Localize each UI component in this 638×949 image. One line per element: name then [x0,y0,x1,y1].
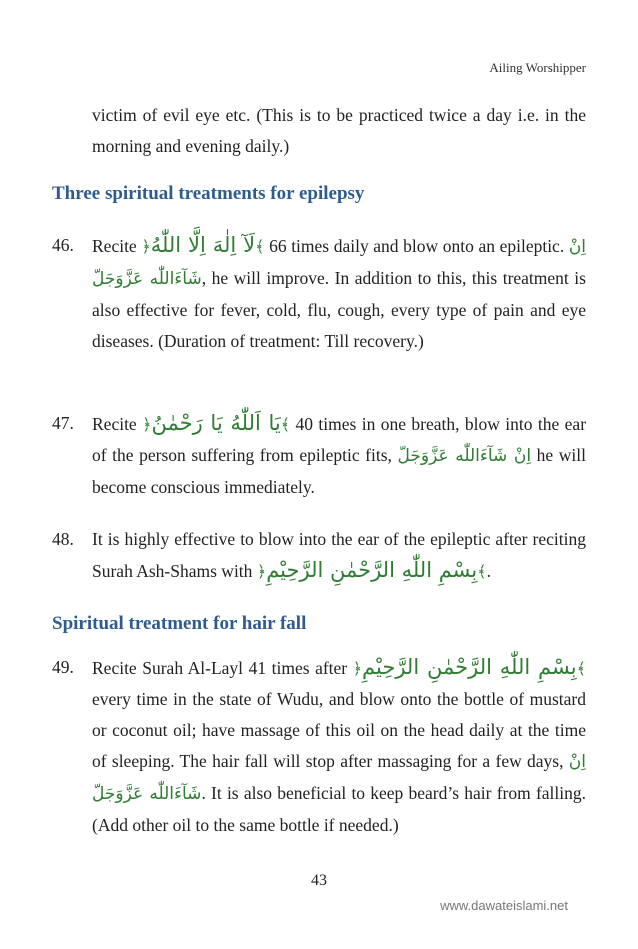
ornament-open-icon: ﴿ [141,237,151,256]
item-46-text-1: Recite [92,236,137,256]
intro-text: victim of evil eye etc. (This is to be practiced twice a day i.e. in the morning and evening daily.) [92,105,586,156]
running-head: Ailing Worshipper [489,60,586,75]
arabic-bismillah: بِسْمِ اللّٰهِ الرَّحْمٰنِ الرَّحِيْمِ [266,558,478,582]
ornament-open-icon: ﴿ [142,415,152,434]
item-48-text-2: . [486,561,492,581]
ornament-open-icon: ﴿ [352,659,363,678]
item-49-text-3: . It is also beneficial to keep beard’s hair from falling. (Add other oil to the same bottle if needed.) [92,783,586,835]
item-49-text-2: every time in the state of Wudu, and blow onto the bottle of mustard or coconut oil; have massage of this oil on the head daily at the time of sleeping. The hair fall will stop after massaging for a few days, [92,689,586,771]
section-heading-hair-fall: Spiritual treatment for hair fall [52,613,307,634]
item-49-text-1: Recite Surah Al-Layl 41 times after [92,658,348,678]
item-47-text-3: he will become conscious immediately. [92,445,586,497]
arabic-insha-allah: اِنْ شَآءَاللّٰه عَزَّوَجَلّ [92,237,587,289]
item-47-text-1: Recite [92,414,137,434]
list-item-46 [52,230,586,357]
section-heading-epilepsy: Three spiritual treatments for epilepsy [52,183,365,204]
ornament-close-icon: ﴾ [477,562,487,581]
item-number: 47. [52,413,74,433]
item-48-text-1: It is highly effective to blow into the ear of the epileptic after reciting Surah Ash-Shams with [92,529,586,581]
item-number: 48. [52,529,74,549]
ornament-close-icon: ﴾ [255,237,265,256]
intro-paragraph [52,100,586,162]
list-item-49 [52,652,586,841]
list-item-47 [52,408,586,503]
item-46-body [52,230,586,357]
arabic-ya-allah: يَا اَللّٰهُ يَا رَحْمٰنُ [151,411,281,435]
item-number: 49. [52,657,74,677]
item-46-text-2: 66 times daily and blow onto an epileptic. [269,236,565,256]
arabic-insha-allah: اِنْ شَآءَاللّٰه عَزَّوَجَلّ [397,446,532,466]
page-number: 43 [311,872,327,889]
item-49-body [52,652,586,841]
item-46-text-3: , he will improve. In addition to this, this treatment is also effective for fever, cold, flu, cough, every type of pain and eye diseases. (Duration of treatment: Till recovery.) [92,268,586,351]
list-item-48 [52,524,586,587]
ornament-close-icon: ﴾ [280,415,291,434]
item-47-body [52,408,586,503]
item-47-text-2: 40 times in one breath, blow into the ear of the person suffering from epileptic fits, [92,414,587,465]
ornament-open-icon: ﴿ [256,562,267,581]
item-number: 46. [52,235,74,255]
arabic-bismillah: بِسْمِ اللّٰهِ الرَّحْمٰنِ الرَّحِيْمِ [362,655,577,679]
arabic-insha-allah: اِنْ شَآءَاللّٰه عَزَّوَجَلّ [92,752,587,804]
website-url[interactable]: www.dawateislami.net [440,898,568,913]
ornament-close-icon: ﴾ [576,659,586,678]
item-48-body [52,524,586,587]
arabic-kalima: لَآ اِلٰهَ اِلَّا اللّٰهُ [150,233,256,257]
